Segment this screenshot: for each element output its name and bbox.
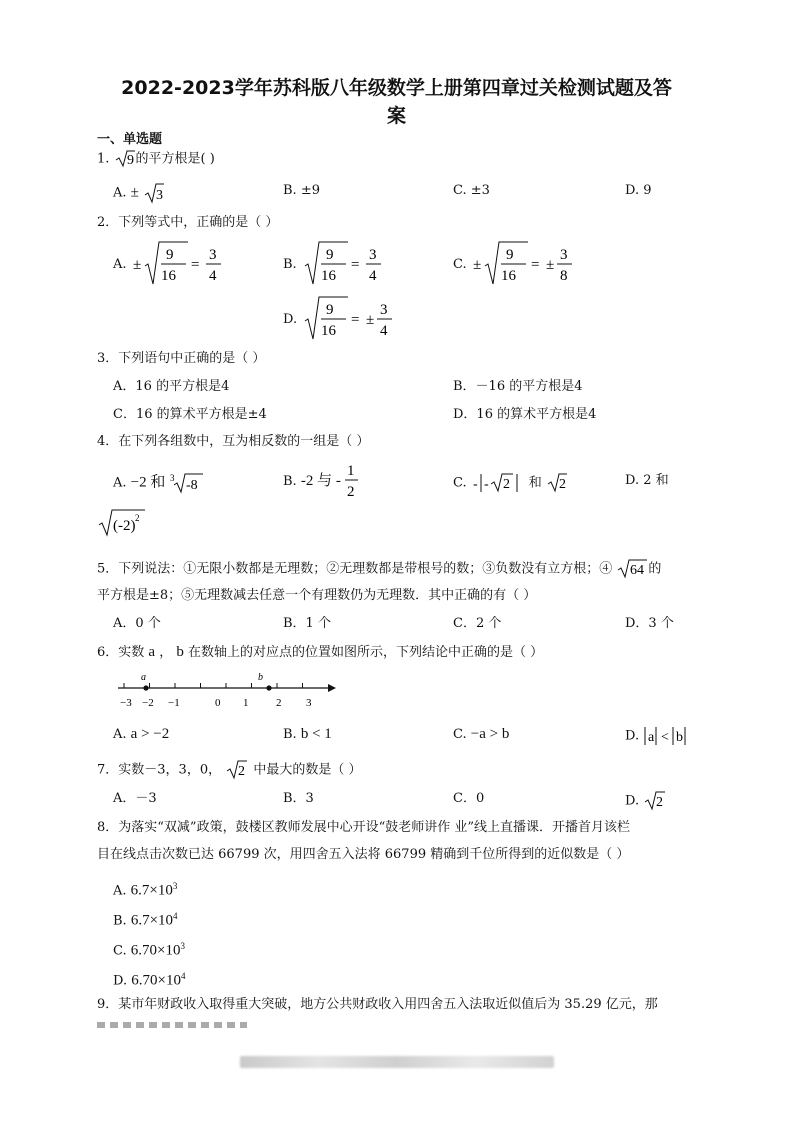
svg-text:±: ± bbox=[546, 257, 555, 273]
q8-option-d bbox=[113, 967, 185, 990]
question-7 bbox=[97, 759, 362, 781]
q4-option-b bbox=[283, 472, 341, 491]
q3-option-d: D．16 的算术平方根是4 bbox=[453, 407, 597, 422]
svg-text:4: 4 bbox=[209, 268, 217, 284]
cube-root-symbol bbox=[170, 472, 204, 494]
axis-label: 0 bbox=[215, 697, 221, 709]
question-2: 2．下列等式中，正确的是（ ） bbox=[97, 215, 279, 230]
exponent: 3 bbox=[180, 941, 185, 951]
svg-text:16: 16 bbox=[161, 268, 176, 284]
svg-text:2: 2 bbox=[558, 477, 566, 492]
q4-option-d-formula bbox=[97, 507, 147, 537]
q7-option-b: B．3 bbox=[283, 791, 314, 806]
q5-option-a: A．0 个 bbox=[113, 616, 161, 631]
svg-text:-8: -8 bbox=[185, 478, 198, 493]
q6-option-d bbox=[625, 725, 689, 747]
option-value: 6.70×10 bbox=[131, 972, 181, 989]
var-b: b bbox=[176, 644, 184, 660]
svg-text:9: 9 bbox=[326, 247, 334, 263]
question-text-end: 的 bbox=[648, 561, 662, 577]
option-letter: B. bbox=[113, 913, 127, 929]
q2-option-d-label: D. bbox=[283, 312, 298, 327]
question-6 bbox=[97, 643, 543, 662]
sqrt-symbol bbox=[114, 149, 136, 169]
q1-option-a bbox=[113, 182, 165, 204]
question-text: 7．实数－3，3，0， bbox=[97, 762, 222, 778]
number-line bbox=[110, 668, 340, 710]
page-title: 2022-2023学年苏科版八年级数学上册第四章过关检测试题及答 bbox=[121, 77, 672, 99]
question-stem: 的平方根是( ) bbox=[135, 151, 215, 167]
axis-label: 3 bbox=[306, 697, 312, 709]
svg-text:16: 16 bbox=[321, 268, 336, 284]
option-letter: B. bbox=[283, 474, 297, 489]
q1-option-d: D. 9 bbox=[625, 183, 652, 198]
axis-label: −1 bbox=[168, 697, 180, 709]
cut-off-line bbox=[97, 1020, 247, 1030]
svg-text:3: 3 bbox=[209, 247, 217, 263]
svg-text:9: 9 bbox=[326, 302, 334, 318]
point-a bbox=[143, 685, 148, 690]
svg-text:±: ± bbox=[133, 257, 142, 273]
sqrt2 bbox=[225, 759, 249, 781]
q4-option-d: D. 2 和 bbox=[625, 473, 669, 488]
q8-option-a bbox=[113, 877, 177, 900]
axis-label: −2 bbox=[142, 697, 154, 709]
q5-option-b: B．1 个 bbox=[283, 616, 331, 631]
question-text-end: 中最大的数是（ ） bbox=[253, 762, 362, 778]
svg-text:-: - bbox=[472, 477, 478, 492]
option-letter: C. bbox=[113, 943, 127, 959]
option-text: −2 和 bbox=[130, 474, 166, 491]
svg-text:2: 2 bbox=[238, 764, 246, 779]
svg-text:4: 4 bbox=[380, 323, 388, 339]
question-3: 3．下列语句中正确的是（ ） bbox=[97, 351, 266, 366]
q6-option-a bbox=[113, 725, 169, 744]
q4-option-c bbox=[453, 472, 568, 494]
q8-option-c bbox=[113, 937, 185, 960]
point-b-label: b bbox=[258, 672, 263, 683]
q6-option-c bbox=[453, 725, 509, 744]
option-letter: A. bbox=[113, 475, 127, 491]
svg-text:3: 3 bbox=[369, 247, 377, 263]
option-letter: A. bbox=[113, 727, 127, 742]
option-letter: C. bbox=[453, 475, 467, 491]
svg-text:<: < bbox=[661, 730, 670, 745]
svg-text:=: = bbox=[531, 257, 540, 273]
svg-text:8: 8 bbox=[560, 268, 568, 284]
option-value: 6.70×10 bbox=[130, 942, 181, 959]
question-number: 1. bbox=[97, 151, 110, 167]
svg-text:9: 9 bbox=[506, 247, 514, 263]
q2-option-a-formula bbox=[133, 240, 228, 288]
sqrt2 bbox=[546, 472, 568, 494]
option-text: -2 与 - bbox=[300, 473, 341, 489]
svg-text:16: 16 bbox=[501, 268, 516, 284]
option-expr: −a > b bbox=[470, 726, 510, 742]
exponent: 3 bbox=[172, 881, 178, 891]
q3-option-b: B．－16 的平方根是4 bbox=[453, 379, 583, 394]
q7-option-a: A．－3 bbox=[113, 791, 157, 806]
q1-option-c: C. ±3 bbox=[453, 183, 490, 198]
q4-option-b-fraction bbox=[344, 460, 360, 500]
option-letter: D. bbox=[113, 973, 128, 989]
option-letter: C. bbox=[453, 727, 467, 742]
q2-option-b-formula bbox=[303, 240, 388, 288]
option-letter: D. bbox=[625, 728, 640, 744]
svg-text:2: 2 bbox=[656, 795, 664, 810]
q7-option-c: C．0 bbox=[453, 791, 485, 806]
option-value: 6.7×10 bbox=[130, 882, 173, 899]
svg-text:=: = bbox=[351, 257, 360, 273]
abs-neg-sqrt2 bbox=[471, 472, 529, 494]
page-title-continued: 案 bbox=[386, 105, 406, 127]
var-a: a bbox=[148, 644, 156, 660]
point-a-label: a bbox=[141, 672, 146, 683]
question-text: 6．实数 bbox=[97, 645, 145, 660]
sqrt2 bbox=[643, 790, 667, 812]
point-b bbox=[266, 685, 271, 690]
section-heading: 一、单选题 bbox=[97, 132, 163, 147]
axis-label: 2 bbox=[276, 697, 282, 709]
axis-label: −3 bbox=[120, 697, 132, 709]
question-text-end: 在数轴上的对应点的位置如图所示，下列结论中正确的是（ ） bbox=[188, 645, 544, 660]
abs-inequality bbox=[643, 725, 689, 747]
exponent: 4 bbox=[173, 911, 178, 921]
svg-text:16: 16 bbox=[321, 323, 336, 339]
q2-option-c-formula bbox=[473, 240, 588, 288]
question-9-line1: 9．某市年财政收入取得重大突破，地方公共财政收入用四舍五入法取近似值后为 35.29 亿元，那 bbox=[97, 997, 658, 1012]
q2-option-d-formula bbox=[303, 295, 403, 343]
question-5-line1 bbox=[97, 558, 661, 580]
q2-option-a-label: A. bbox=[113, 257, 127, 272]
svg-text:9: 9 bbox=[166, 247, 174, 263]
axis-label: 1 bbox=[243, 697, 249, 709]
q3-option-c: C．16 的算术平方根是±4 bbox=[113, 407, 267, 422]
question-1 bbox=[97, 149, 215, 169]
question-5-line2: 平方根是±8；⑤无理数减去任意一个有理数仍为无理数．其中正确的有（ ） bbox=[97, 588, 537, 603]
svg-text:3: 3 bbox=[169, 473, 175, 483]
question-8-line2: 目在线点击次数已达 66799 次，用四舍五入法将 66799 精确到千位所得到的近似数是（ ） bbox=[97, 847, 630, 862]
svg-text:±: ± bbox=[473, 257, 482, 273]
svg-text:1: 1 bbox=[347, 463, 355, 479]
svg-text:=: = bbox=[191, 257, 200, 273]
q2-option-c-label: C. bbox=[453, 257, 467, 272]
option-expr: b < 1 bbox=[300, 726, 332, 742]
svg-text:-: - bbox=[483, 477, 489, 492]
blurred-watermark bbox=[240, 1056, 554, 1068]
option-letter: D. bbox=[625, 793, 640, 809]
svg-text:2: 2 bbox=[347, 484, 355, 500]
q5-option-d: D．3 个 bbox=[625, 616, 674, 631]
plus-minus: ± bbox=[130, 184, 139, 201]
svg-text:2: 2 bbox=[502, 477, 510, 492]
question-text: 5．下列说法：①无限小数都是无理数；②无理数都是带根号的数；③负数没有立方根；④ bbox=[97, 561, 613, 577]
q3-option-a: A．16 的平方根是4 bbox=[113, 379, 230, 394]
comma: ， bbox=[159, 645, 173, 660]
radicand: 9 bbox=[126, 153, 134, 168]
option-letter: A. bbox=[113, 185, 127, 201]
exponent: 4 bbox=[180, 971, 186, 981]
sqrt64 bbox=[616, 558, 648, 580]
q5-option-c: C．2 个 bbox=[453, 616, 502, 631]
sqrt-symbol bbox=[143, 182, 165, 204]
option-letter: B. bbox=[283, 727, 297, 742]
option-value: 6.7×10 bbox=[130, 912, 174, 929]
svg-text:±: ± bbox=[366, 312, 375, 328]
svg-text:=: = bbox=[351, 312, 360, 328]
q1-option-b: B. ±9 bbox=[283, 183, 320, 198]
q4-option-a bbox=[113, 472, 204, 494]
q8-option-b bbox=[113, 907, 178, 930]
svg-text:3: 3 bbox=[380, 302, 388, 318]
svg-text:4: 4 bbox=[369, 268, 377, 284]
q6-option-b bbox=[283, 725, 332, 744]
q7-option-d bbox=[625, 790, 667, 812]
svg-text:64: 64 bbox=[630, 563, 645, 578]
question-4: 4．在下列各组数中，互为相反数的一组是（ ） bbox=[97, 434, 370, 449]
svg-text:2: 2 bbox=[135, 513, 140, 523]
option-letter: A. bbox=[113, 883, 127, 899]
svg-text:(-2): (-2) bbox=[113, 518, 136, 534]
svg-text:b: b bbox=[676, 730, 684, 745]
q2-option-b-label: B. bbox=[283, 257, 297, 272]
svg-text:a: a bbox=[648, 730, 655, 745]
radicand: 3 bbox=[156, 188, 164, 203]
and-text: 和 bbox=[528, 475, 542, 491]
question-8-line1: 8．为落实“双减”政策，鼓楼区教师发展中心开设“鼓老师讲作 业”线上直播课．开播首月该栏 bbox=[97, 820, 630, 835]
svg-text:3: 3 bbox=[560, 247, 568, 263]
option-expr: a > −2 bbox=[130, 726, 170, 742]
